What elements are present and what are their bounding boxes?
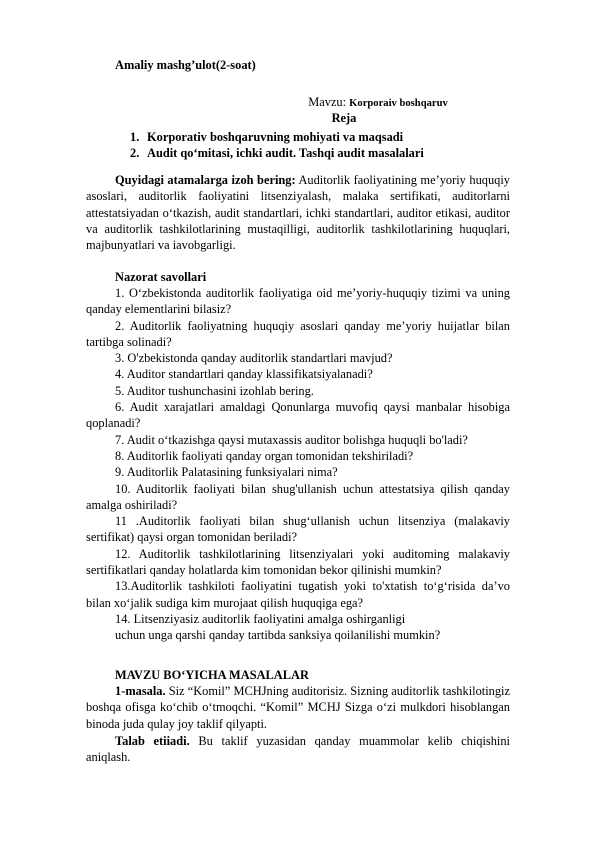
question-item: uchun unga qarshi qanday tartibda sanksiya qoilanilishi mumkin? [115, 628, 441, 643]
question-item: 10. Auditorlik faoliyati bilan shug'ullanish uchun attestatsiya qilish qanday amalga oshiriladi? [86, 481, 510, 512]
question-item: 14. Litsenziyasiz auditorlik faoliyatini amalga oshirganligi [115, 611, 406, 626]
question-item: 12. Auditorlik tashkilotlarining litsenziyalari yoki auditoming malakaviy sertifikatlari qanday holatlarda kim tomonidan bekor qilinishi mumkin? [86, 546, 510, 578]
plan-item [130, 145, 424, 161]
question-item: 3. O'zbekistonda qanday auditorlik standartlari mavjud? [115, 351, 393, 366]
plan-heading: Reja [331, 111, 357, 125]
questions-list [86, 285, 510, 644]
question-item: 8. Auditorlik faoliyati qanday organ tomonidan tekshiriladi? [115, 448, 414, 463]
plan-item-text: Korporativ boshqaruvning mohiyati va maqsadi [147, 130, 404, 144]
problems-heading: MAVZU BO‘YICHA MASALALAR [115, 668, 309, 682]
questions-heading: Nazorat savollari [115, 270, 207, 284]
question-item: 11 .Auditorlik faoliyati bilan shug‘ullanish uchun litsenziya (malakaviy sertifikat) qaysi organ tomonidan beriladi? [86, 514, 510, 545]
plan-item-number: 2. [130, 146, 140, 160]
keywords-paragraph [86, 172, 510, 253]
question-item: 13.Auditorlik tashkiloti faoliyatini tugatish yoki to'xtatish to‘g‘risida da’vo bilan xo‘jalik sudiga kim murojaat qilish huquqiga ega? [86, 579, 510, 610]
question-item: 2. Auditorlik faoliyatning huquqiy asoslari qanday me’yoriy huijatlar bilan tartibga solinadi? [86, 318, 510, 349]
page-title: Amaliy mashg’ulot(2-soat) [115, 58, 256, 72]
question-item: 6. Audit xarajatlari amaldagi Qonunlarga muvofiq qaysi manbalar hisobiga qoplanadi? [86, 400, 510, 431]
problem-1-text: Siz “Komil” MCHJning auditorisiz. Sizning auditorlik tashkilotingiz boshqa ofisga ko‘chib o‘tmoqchi. “Komil” MCHJ Sizga o‘zi mulkdori hisoblangan binoda juda qulay joy taklif qilyapti. [86, 684, 510, 731]
question-item: 5. Auditor tushunchasini izohlab bering. [115, 383, 314, 398]
question-item: 7. Audit o‘tkazishga qaysi mutaxassis auditor bolishga huquqli bo'ladi? [115, 432, 468, 447]
task-paragraph [86, 733, 510, 766]
topic-line [0, 95, 596, 110]
task-label: Talab etiiadi. [115, 734, 190, 748]
problem-1-label: 1-masala. [115, 684, 166, 698]
question-item: 1. O‘zbekistonda auditorlik faoliyatiga oid me’yoriy-huquqiy tizimi va uning qanday elementlarini bilasiz? [86, 286, 510, 317]
topic-label: Mavzu: [308, 95, 347, 109]
problem-1-paragraph [86, 683, 510, 732]
plan-item [130, 129, 403, 145]
keywords-text: Auditorlik faoliyatining me’yoriy huquqiy asoslari, auditorlik faoliyatini litsenziyalash, malaka sertifikati, auditorlarni attestatsiyadan o‘tkazish, audit standartlari, ichki standartlari, auditor etikasi, auditor va auditorlik tashkilotlarining mustaqilligi, auditorlik tashkilotlarining huquqlari, majbunyatlari va iavobgarligi. [86, 173, 510, 253]
plan-item-text: Audit qo‘mitasi, ichki audit. Tashqi audit masalalari [147, 146, 424, 160]
plan-item-number: 1. [130, 130, 140, 144]
task-text: Bu taklif yuzasidan qanday muammolar kelib chiqishini aniqlash. [86, 734, 510, 765]
keywords-label: Quyidagi atamalarga izoh bering: [115, 173, 296, 187]
topic-value: Korporaiv boshqaruv [349, 98, 448, 109]
question-item: 9. Auditorlik Palatasining funksiyalari nima? [115, 465, 338, 480]
question-item: 4. Auditor standartlari qanday klassifikatsiyalanadi? [115, 367, 373, 382]
